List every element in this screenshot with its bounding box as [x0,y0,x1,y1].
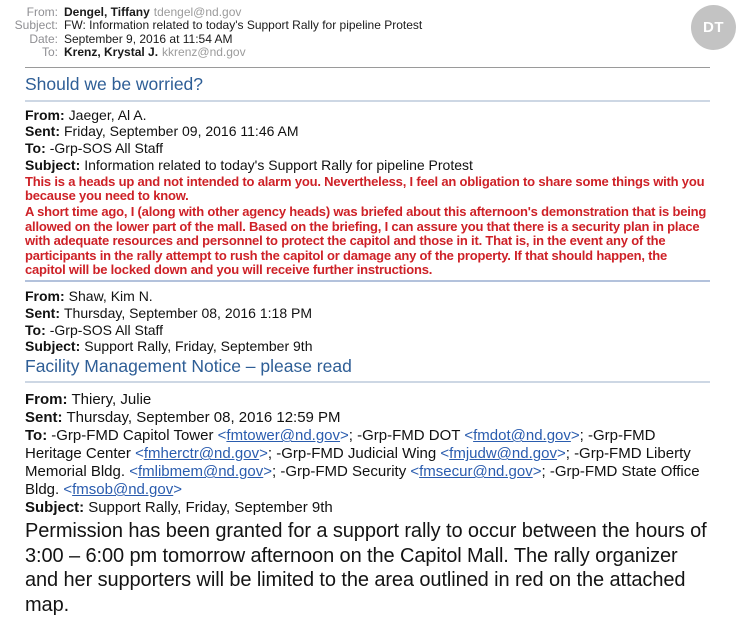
avatar: DT [691,5,736,50]
angle-bracket: < [63,481,73,499]
sent-line: Sent: Friday, September 09, 2016 11:46 AM [25,123,299,140]
warning-paragraph-2: A short time ago, I (along with other agency heads) was briefed about this afternoon's demonstration that is being allowed on the lower part of the mall. Based on the briefing, I can assure you that there is a security plan in place with adequate resources and personnel to protect the capitol and those in it. That is, in the event any of the participants in the rally attempt to rush the capitol or damage any of the property. If that should happen, the capitol will be locked down and you will receive further instructions. [25,204,707,278]
recipient-name: Krenz, Krystal J. [64,45,159,60]
sender-name: Dengel, Tiffany [64,5,150,19]
to-line: To: -Grp-FMD Capitol Tower <fmtower@nd.gov>; -Grp-FMD DOT <fmdot@nd.gov>; -Grp-FMD Heritage Center <fmherctr@nd.gov>; -Grp-FMD Judicial Wing <fmjudw@nd.gov>; -Grp-FMD Liberty Memorial Bldg. <fmlibmem@nd.gov>; -Grp-FMD Security <fmsecur@nd.gov>; -Grp-FMD State Office Bldg. <fmsob@nd.gov> [25,427,700,499]
subject-value: FW: Information related to today's Support Rally for pipeline Protest [64,18,423,33]
subject-label: Subject: [14,18,58,33]
thiery-message-header [25,391,710,517]
from-line: From: Thiery, Julie [25,391,152,409]
header-subject-row [13,19,710,32]
header-from-row [13,6,710,19]
from-line: From: Shaw, Kim N. [25,287,153,304]
warning-paragraph-1: This is a heads up and not intended to alarm you. Nevertheless, I feel an obligation to share some things with you because you need to know. [25,173,705,204]
header-divider [25,67,710,68]
subject-line: Subject: Information related to today's Support Rally for pipeline Protest [25,157,473,174]
to-line: To: -Grp-SOS All Staff [25,321,164,338]
recipient-email: kkrenz@nd.gov [162,45,246,60]
angle-bracket: < [410,463,420,481]
date-label: Date: [29,31,58,46]
angle-bracket: > [263,463,273,481]
recipient-email-link[interactable]: fmjudw@nd.gov [449,445,557,463]
angle-bracket: < [464,427,474,445]
angle-bracket: > [259,445,268,463]
recipient-email-link[interactable]: fmlibmem@nd.gov [137,463,264,481]
message-header [13,6,710,60]
from-line: From: Jaeger, Al A. [25,106,147,123]
recipient-list: -Grp-FMD Capitol Tower <fmtower@nd.gov>; -Grp-FMD DOT <fmdot@nd.gov>; -Grp-FMD Heritage Center <fmherctr@nd.gov>; -Grp-FMD Judicial Wing <fmjudw@nd.gov>; -Grp-FMD Liberty Memorial Bldg. <fmlibmem@nd.gov>; -Grp-FMD Security <fmsecur@nd.gov>; -Grp-FMD State Office Bldg. <fmsob@nd.gov> [25,427,700,499]
angle-bracket: > [570,427,580,445]
recipient-email-link[interactable]: fmsob@nd.gov [72,481,174,499]
to-label: To: [41,45,58,60]
sender-email: tdengel@nd.gov [153,5,242,19]
sent-line: Sent: Thursday, September 08, 2016 12:59 PM [25,409,341,427]
angle-bracket: < [440,445,450,463]
angle-bracket: > [532,463,542,481]
angle-bracket: > [340,427,349,445]
angle-bracket: > [556,445,566,463]
header-date-row [13,33,710,46]
shaw-message-header [25,288,710,355]
question-heading: Should we be worried? [25,74,710,102]
recipient-email-link[interactable]: fmdot@nd.gov [473,427,571,445]
from-label: From: [26,5,58,19]
recipient-email-link[interactable]: fmtower@nd.gov [226,427,341,445]
recipient-email-link[interactable]: fmherctr@nd.gov [143,445,260,463]
angle-bracket: < [217,427,227,445]
angle-bracket: > [173,481,183,499]
message-divider [25,280,710,282]
jaeger-message-header [25,107,710,174]
subject-line: Subject: Support Rally, Friday, September 9th [25,338,313,355]
angle-bracket: < [135,445,144,463]
header-to-row [13,46,710,59]
closing-paragraph: Permission has been granted for a support rally to occur between the hours of 3:00 – 6:00 pm tomorrow afternoon on the Capitol Mall. The rally organizer and her supporters will be limited to the area outlined in red on the attached map. [25,520,707,616]
sent-line: Sent: Thursday, September 08, 2016 1:18 PM [25,304,312,321]
angle-bracket: < [129,463,138,481]
recipient-email-link[interactable]: fmsecur@nd.gov [419,463,533,481]
date-value: September 9, 2016 at 11:54 AM [64,31,233,46]
to-line: To: -Grp-SOS All Staff [25,140,164,157]
subject-line: Subject: Support Rally, Friday, September 9th [25,499,333,517]
notice-heading: Facility Management Notice – please read [25,356,710,383]
